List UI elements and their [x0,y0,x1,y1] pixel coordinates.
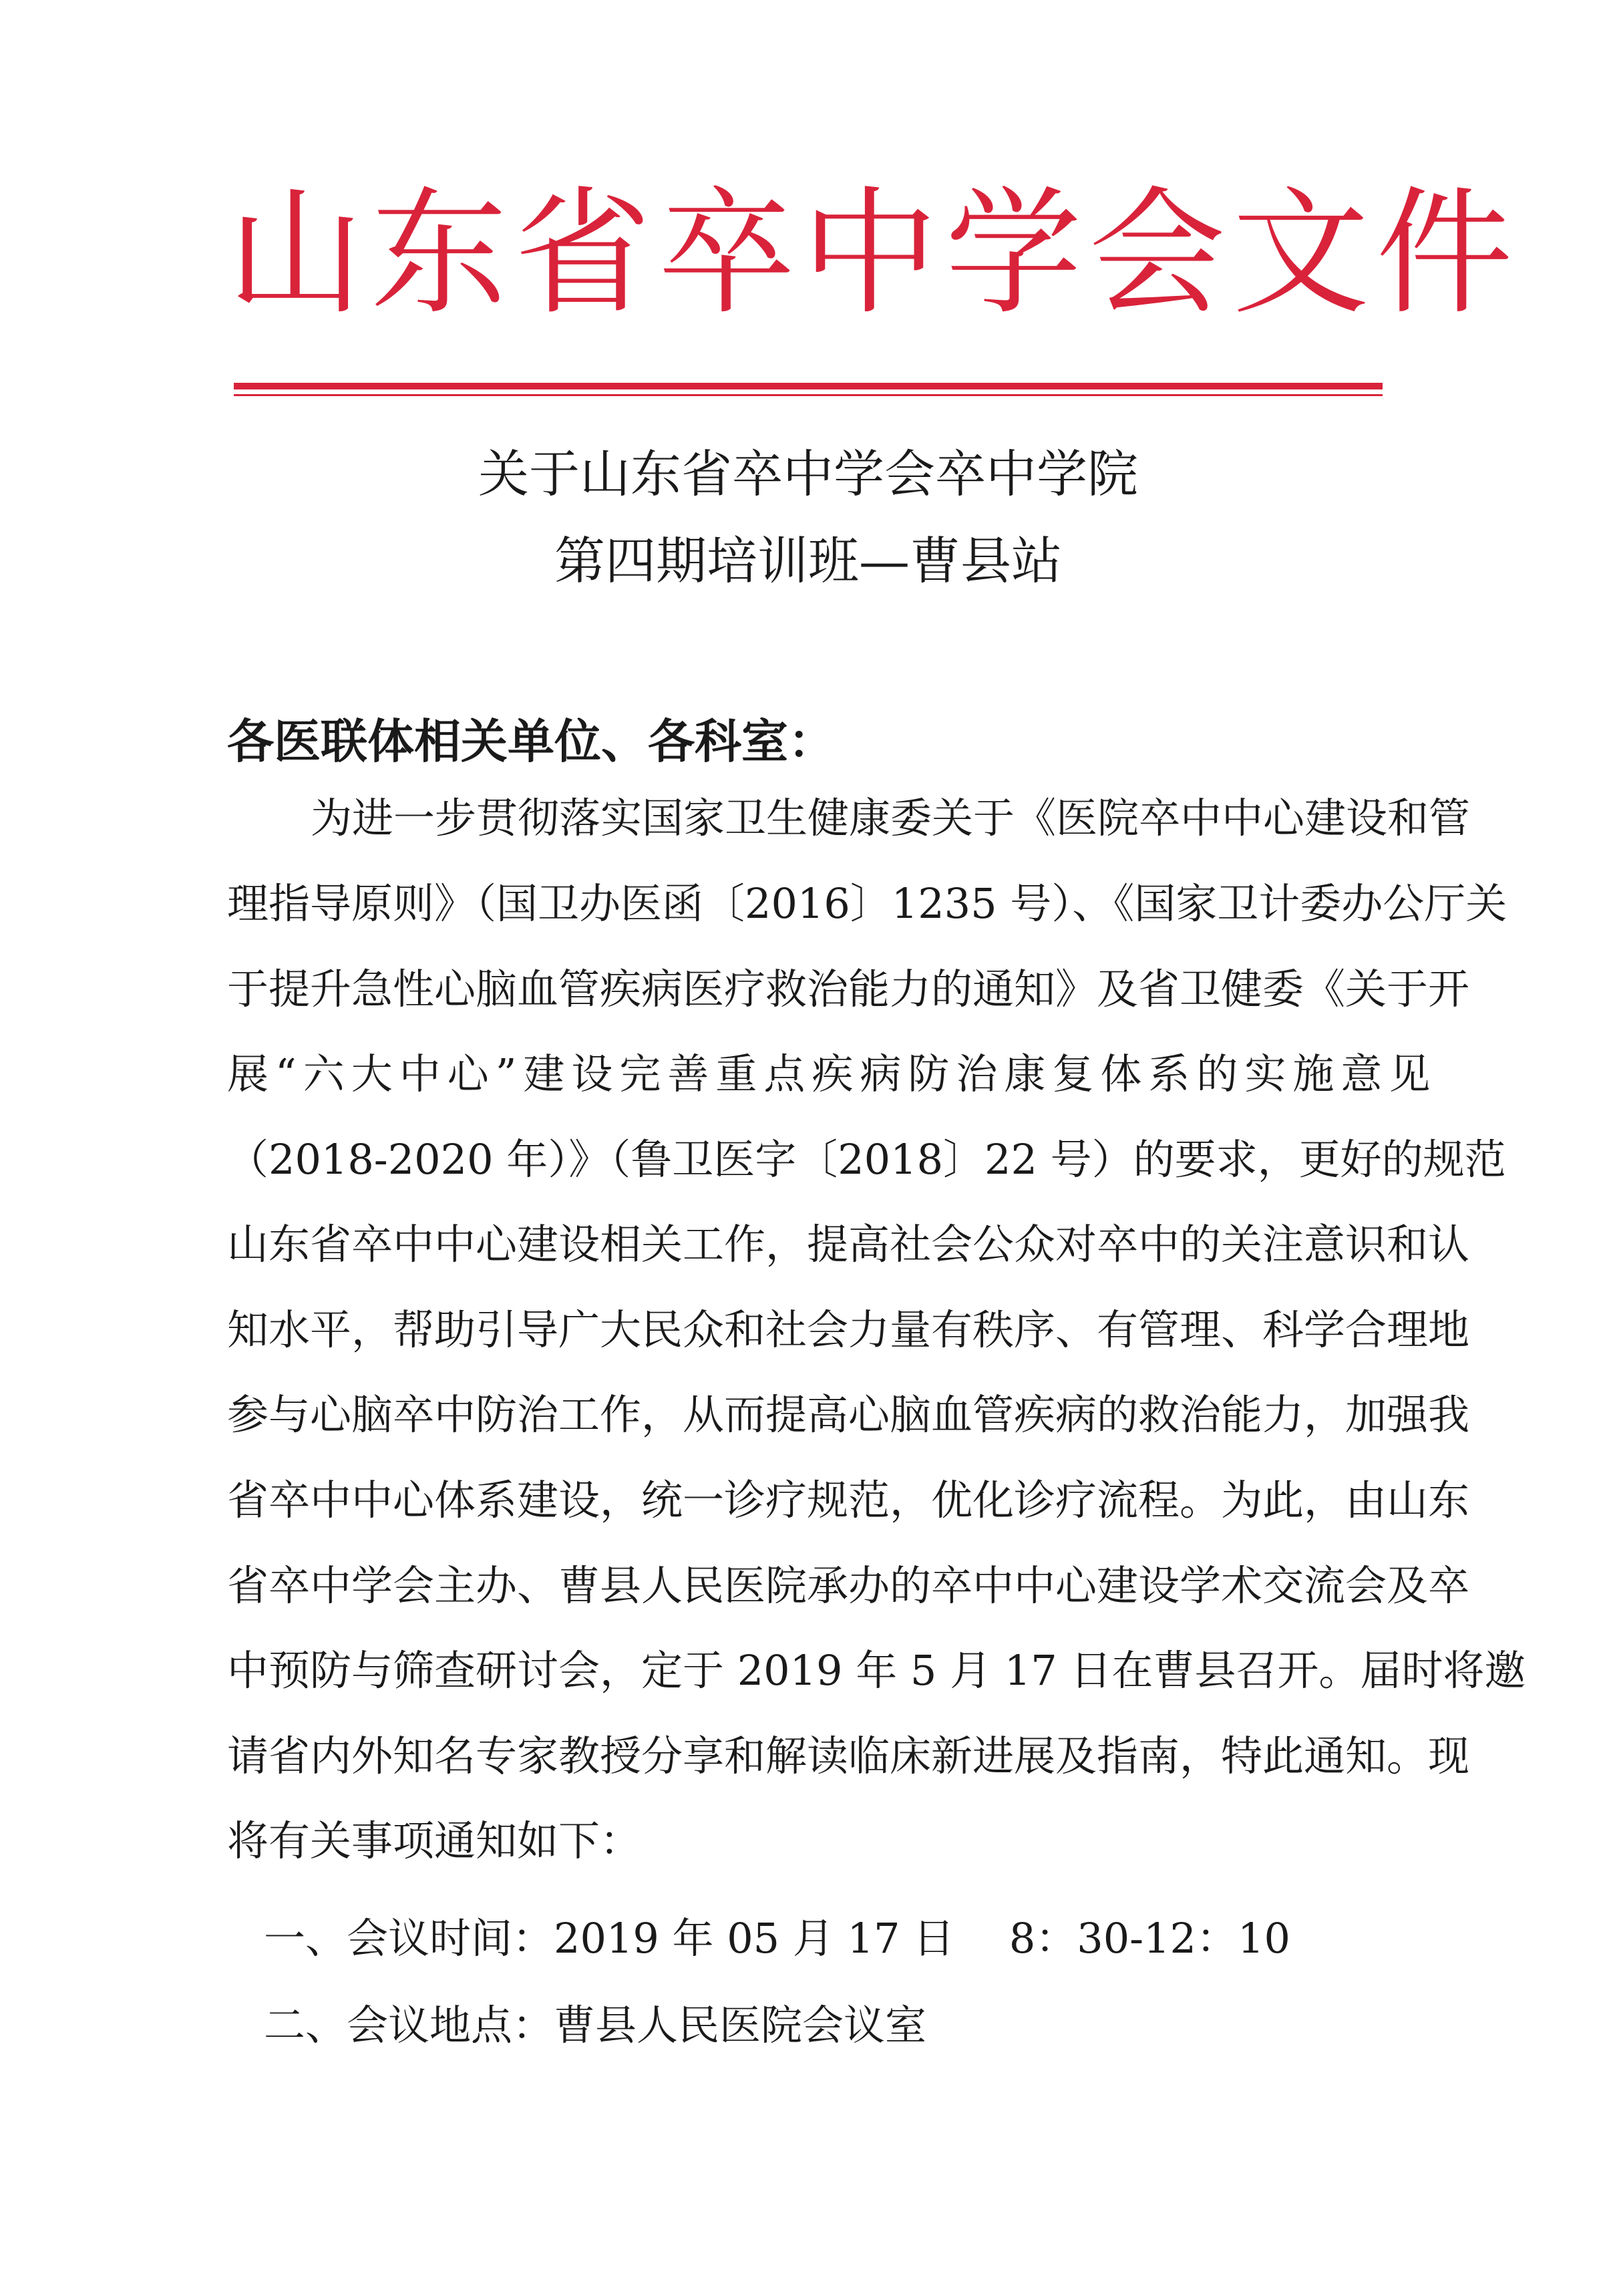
body-line: 为进一步贯彻落实国家卫生健康委关于《医院卒中中心建设和管 [311,794,1471,842]
body-line: 省卒中学会主办、曹县人民医院承办的卒中中心建设学术交流会及卒 [227,1561,1470,1610]
masthead-rule-thin [234,394,1383,396]
body-line: 请省内外知名专家教授分享和解读临床新进展及指南，特此通知。现 [227,1732,1470,1780]
document-title-line-1: 关于山东省卒中学会卒中学院 [478,444,1138,504]
notice-item-time: 一、会议时间：2019 年 05 月 17 日 8：30-12：10 [264,1914,1290,1963]
masthead-rule-thick [234,383,1383,389]
document-title-line-2: 第四期培训班—曹县站 [554,531,1062,591]
body-line: 中预防与筛查研讨会，定于 2019 年 5 月 17 日在曹县召开。届时将邀 [227,1646,1526,1695]
body-line: 理指导原则》（国卫办医函〔2016〕1235 号）、《国家卫计委办公厅关 [227,879,1507,928]
body-line: 知水平，帮助引导广大民众和社会力量有秩序、有管理、科学合理地 [227,1305,1470,1354]
notice-item-location: 二、会议地点：曹县人民医院会议室 [264,2001,927,2049]
body-line: 参与心脑卒中防治工作，从而提高心脑血管疾病的救治能力，加强我 [227,1390,1470,1439]
body-line: 山东省卒中中心建设相关工作，提高社会公众对卒中的关注意识和认 [227,1220,1470,1269]
body-line: 展“六大中心”建设完善重点疾病防治康复体系的实施意见 [227,1049,1437,1098]
body-line: （2018-2020 年）》（鲁卫医字〔2018〕22 号）的要求，更好的规范 [227,1135,1506,1184]
body-line: 于提升急性心脑血管疾病医疗救治能力的通知》及省卫健委《关于开 [227,965,1470,1013]
body-line: 省卒中中心体系建设，统一诊疗规范，优化诊疗流程。为此，由山东 [227,1476,1470,1524]
document-masthead: 山东省卒中学会文件 [227,174,1519,333]
body-line: 将有关事项通知如下： [227,1816,642,1865]
salutation: 各医联体相关单位、各科室： [227,713,835,769]
